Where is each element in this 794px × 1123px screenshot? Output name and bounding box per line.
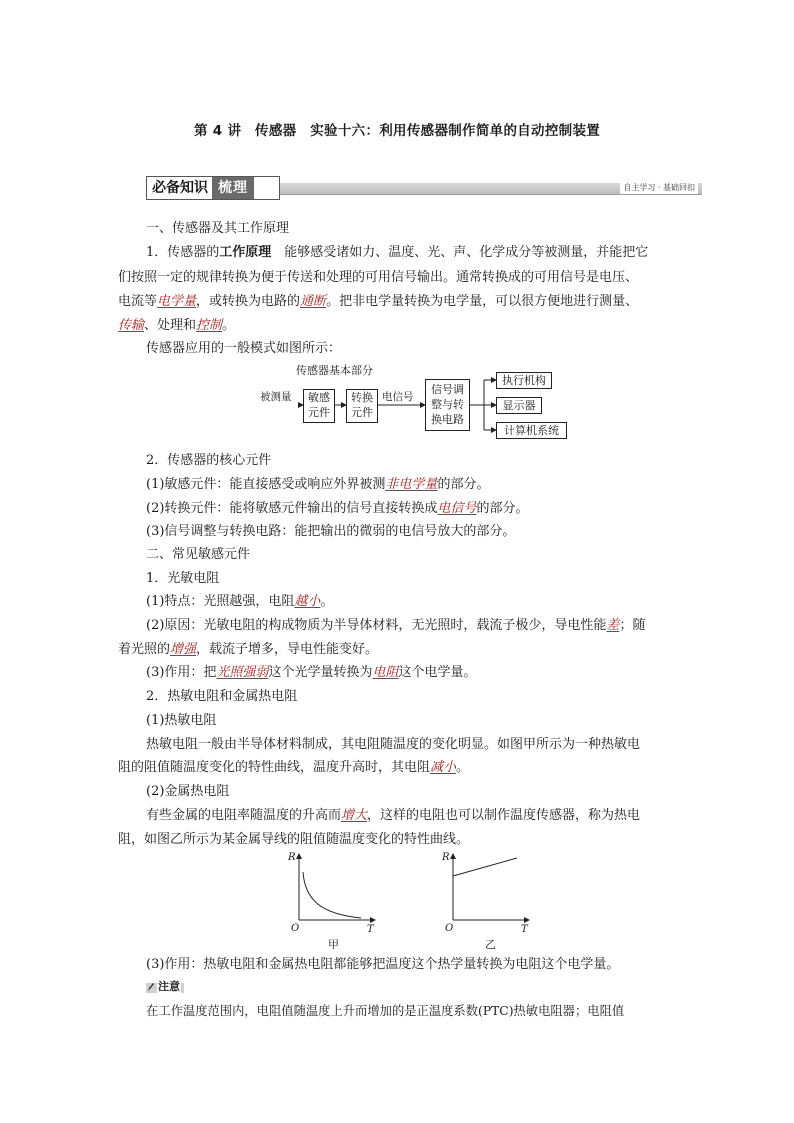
graph-metal-resistor-plot bbox=[439, 850, 539, 950]
note-label-text: 注意 bbox=[158, 980, 180, 993]
thermistor-text-line-1: 热敏电阻一般由半导体材料制成，其电阻随温度的变化明显。如图甲所示为一种热敏电 bbox=[146, 737, 641, 752]
page-title: 第 4 讲 传感器 实验十六：利用传感器制作简单的自动控制装置 bbox=[193, 123, 601, 139]
section1-heading: 一、传感器及其工作原理 bbox=[146, 221, 290, 236]
core-item-2 bbox=[146, 501, 678, 517]
diagram-top-label: 传感器基本部分 bbox=[296, 364, 373, 377]
paragraph-1-line-1 bbox=[146, 245, 678, 261]
graph-metal-origin: O bbox=[445, 923, 454, 934]
model-intro: 传感器应用的一般模式如图所示： bbox=[146, 341, 342, 356]
banner-left-text: 必备知识 bbox=[152, 180, 208, 196]
graph-thermistor-caption: 甲 bbox=[328, 938, 339, 951]
keyword: 传输 bbox=[118, 318, 145, 333]
text: ；随 bbox=[619, 618, 646, 633]
box-display: 显示器 bbox=[496, 397, 542, 414]
note-text: 在工作温度范围内，电阻值随温度上升而增加的是正温度系数(PTC)热敏电阻器；电阻值 bbox=[146, 1004, 625, 1018]
graph-thermistor-origin: O bbox=[291, 923, 300, 934]
banner-tag-text: 梳理 bbox=[212, 177, 254, 199]
text: ，这样的电阻也可以制作温度传感器，称为热电 bbox=[367, 808, 641, 823]
diagram-input-label: 被测量 bbox=[260, 391, 292, 403]
text: 1．传感器的 bbox=[146, 245, 220, 260]
text: (2)转换元件：能将敏感元件输出的信号直接转换成 bbox=[146, 501, 438, 516]
text: 这个电学量。 bbox=[398, 665, 477, 680]
text: (2)原因：光敏电阻的构成物质为半导体材料，无光照时，载流子极少，导电性能 bbox=[146, 618, 607, 633]
text: (1)敏感元件：能直接感受或响应外界被测 bbox=[146, 477, 386, 492]
graph-thermistor-y-label: R bbox=[288, 852, 296, 863]
thermistor-text-line-2 bbox=[118, 760, 678, 776]
graph-thermistor-plot bbox=[283, 850, 383, 950]
box-line: 信号调 bbox=[431, 383, 464, 396]
text: 的部分。 bbox=[476, 501, 529, 516]
keyword: 电学量 bbox=[157, 294, 197, 309]
metal-resistor-text-line-1 bbox=[146, 808, 678, 824]
paragraph-1-line-4 bbox=[118, 318, 678, 334]
keyword: 非电学量 bbox=[385, 477, 438, 492]
photoresistor-reason-line-1 bbox=[146, 618, 678, 634]
text: (1)特点：光照越强，电阻 bbox=[146, 594, 295, 609]
keyword: 增大 bbox=[341, 808, 368, 823]
text: 着光照的 bbox=[118, 642, 171, 657]
thermistor-subheading: (1)热敏电阻 bbox=[146, 713, 217, 728]
box-line: 整与转 bbox=[431, 398, 464, 411]
box-line: 转换 bbox=[351, 391, 373, 404]
text: ，或转换为电路的 bbox=[196, 294, 301, 309]
keyword: 越小 bbox=[294, 594, 321, 609]
keyword: 差 bbox=[606, 618, 620, 633]
text: ，载流子增多，导电性能变好。 bbox=[196, 642, 379, 657]
box-line: 换电路 bbox=[431, 413, 464, 426]
photoresistor-function bbox=[146, 665, 678, 681]
graph-metal-caption: 乙 bbox=[485, 938, 496, 951]
keyword: 电信号 bbox=[437, 501, 477, 516]
text: 。 bbox=[456, 760, 470, 775]
photoresistor-feature bbox=[146, 594, 678, 610]
text: 这个光学量转换为 bbox=[268, 665, 373, 680]
function-summary: (3)作用：热敏电阻和金属热电阻都能够把温度这个热学量转换为电阻这个电学量。 bbox=[146, 957, 620, 972]
diagram-signal-label: 电信号 bbox=[382, 391, 414, 403]
box-computer: 计算机系统 bbox=[496, 422, 567, 439]
box-sensing-element bbox=[303, 389, 335, 423]
paragraph-1-line-3 bbox=[118, 294, 678, 310]
photoresistor-heading: 1．光敏电阻 bbox=[146, 571, 220, 586]
banner-tag bbox=[146, 176, 280, 200]
text: 阻的阻值随温度变化的特性曲线，温度升高时，其电阻 bbox=[118, 760, 431, 775]
core-item-1 bbox=[146, 477, 678, 493]
section2-heading: 二、常见敏感元件 bbox=[146, 547, 251, 562]
text: 。把非电学量转换为电学量，可以很方便地进行测量、 bbox=[326, 294, 639, 309]
keyword: 控制 bbox=[196, 318, 223, 333]
metal-resistor-text-line-2: 阻，如图乙所示为某金属导线的阻值随温度变化的特性曲线。 bbox=[118, 832, 470, 847]
graph-thermistor bbox=[283, 850, 383, 950]
thermistor-heading: 2．热敏电阻和金属热电阻 bbox=[146, 689, 298, 704]
graph-metal-y-label: R bbox=[442, 852, 450, 863]
banner-right-text: 自主学习 · 基础回扣 bbox=[620, 182, 698, 194]
box-line: 敏感 bbox=[308, 391, 330, 404]
box-signal-circuit bbox=[425, 379, 470, 431]
paragraph-1-line-2: 们按照一定的规律转换为便于传送和处理的可用信号输出。通常转换成的可用信号是电压、 bbox=[118, 270, 639, 285]
text: (3)作用：把 bbox=[146, 665, 217, 680]
text: 电流等 bbox=[118, 294, 158, 309]
keyword: 增强 bbox=[170, 642, 197, 657]
text: 有些金属的电阻率随温度的升高而 bbox=[146, 808, 342, 823]
graph-metal-resistor bbox=[439, 850, 539, 950]
box-conversion-element bbox=[346, 389, 378, 423]
section-banner bbox=[146, 176, 702, 200]
photoresistor-reason-line-2 bbox=[118, 642, 678, 658]
text: 。 bbox=[320, 594, 334, 609]
keyword: 光照强弱 bbox=[216, 665, 269, 680]
keyword: 电阻 bbox=[372, 665, 399, 680]
box-line: 元件 bbox=[351, 406, 373, 419]
keyword: 通断 bbox=[300, 294, 327, 309]
text: 。 bbox=[222, 318, 236, 333]
text: 的部分。 bbox=[437, 477, 490, 492]
core-item-3: (3)信号调整与转换电路：能把输出的微弱的电信号放大的部分。 bbox=[146, 524, 516, 539]
pen-icon bbox=[147, 982, 155, 992]
box-actuator: 执行机构 bbox=[496, 372, 552, 389]
text: 能够感受诸如力、温度、光、声、化学成分等被测量，并能把它 bbox=[271, 245, 649, 260]
keyword: 减小 bbox=[430, 760, 457, 775]
text: 、处理和 bbox=[144, 318, 197, 333]
graph-thermistor-x-label: T bbox=[367, 924, 374, 935]
text-bold: 工作原理 bbox=[219, 245, 272, 260]
graph-metal-x-label: T bbox=[521, 924, 528, 935]
core-heading: 2．传感器的核心元件 bbox=[146, 453, 272, 468]
metal-resistor-subheading: (2)金属热电阻 bbox=[146, 784, 230, 799]
sensor-block-diagram bbox=[258, 362, 578, 447]
note-label bbox=[146, 980, 184, 994]
box-line: 元件 bbox=[308, 406, 330, 419]
